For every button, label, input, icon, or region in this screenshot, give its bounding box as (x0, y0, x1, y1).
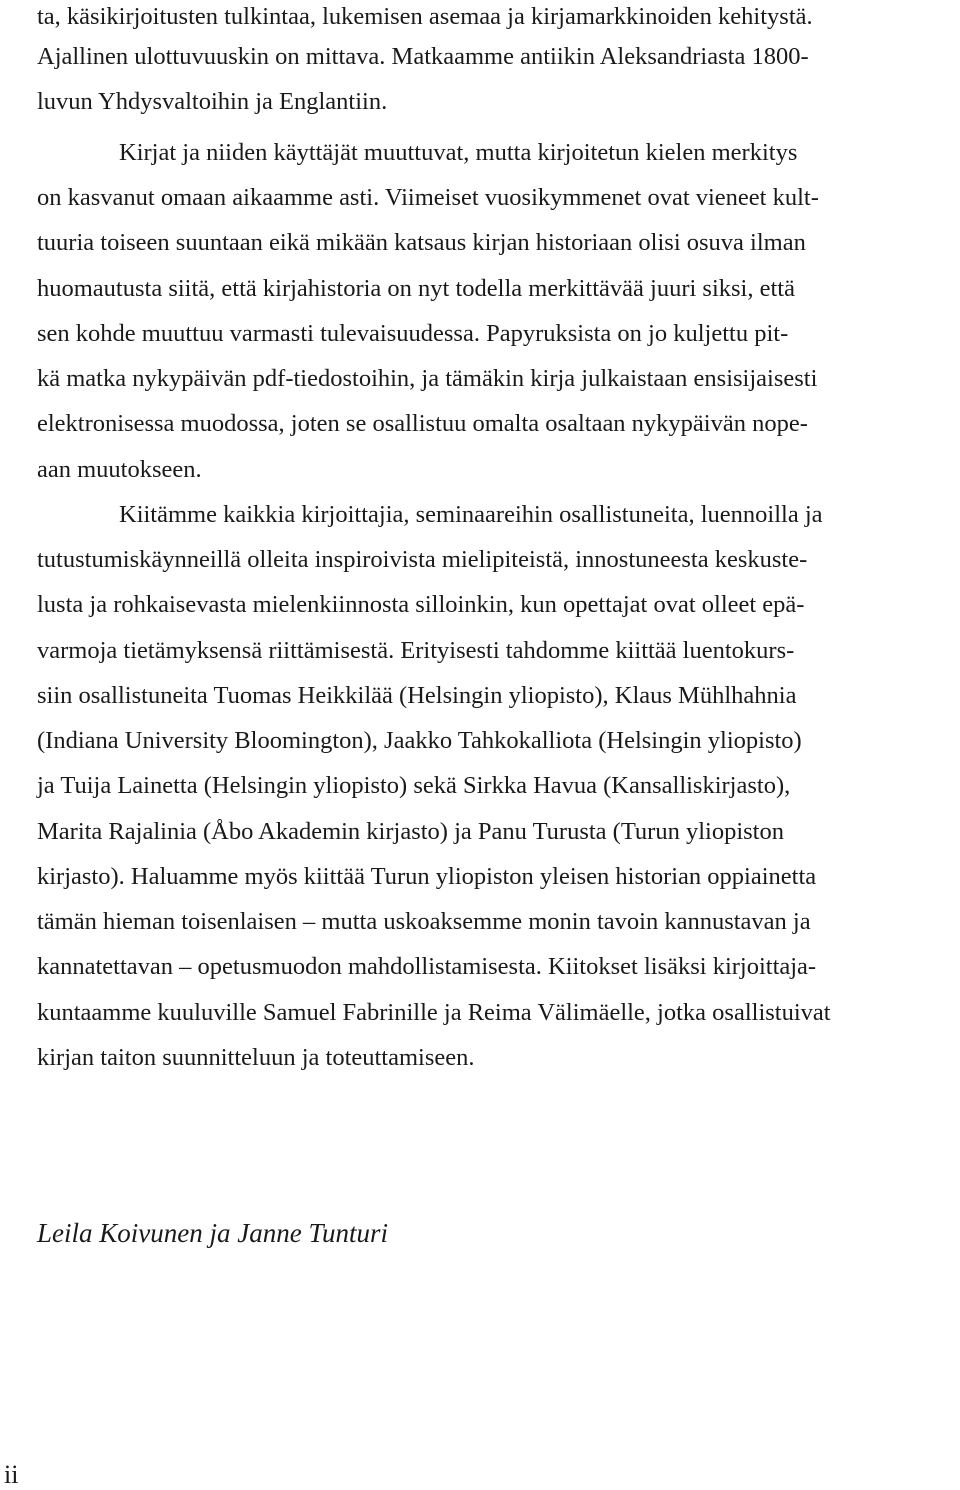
text-line: Marita Rajalinia (Åbo Akademin kirjasto) ja Panu Turusta (Turun yliopiston (37, 818, 784, 845)
text-line: kirjasto). Haluamme myös kiittää Turun yliopiston yleisen historian oppiainetta (37, 863, 817, 890)
text-line: kannatettavan – opetusmuodon mahdollistamisesta. Kiitokset lisäksi kirjoittaja- (37, 953, 817, 980)
text-line: siin osallistuneita Tuomas Heikkilää (Helsingin yliopisto), Klaus Mühlhahnia (37, 682, 797, 709)
text-line: kirjan taiton suunnitteluun ja toteuttamiseen. (37, 1044, 475, 1071)
text-line: huomautusta siitä, että kirjahistoria on nyt todella merkittävää juuri siksi, että (37, 275, 795, 302)
text-line: lusta ja rohkaisevasta mielenkiinnosta silloinkin, kun opettajat ovat olleet epä- (37, 591, 805, 618)
text-line: kä matka nykypäivän pdf-tiedostoihin, ja tämäkin kirja julkaistaan ensisijaisesti (37, 365, 818, 392)
text-line: ja Tuija Lainetta (Helsingin yliopisto) sekä Sirkka Havua (Kansalliskirjasto), (37, 772, 791, 799)
text-line: aan muutokseen. (37, 456, 202, 483)
text-line: (Indiana University Bloomington), Jaakko Tahkokalliota (Helsingin yliopisto) (37, 727, 802, 754)
text-line: ta, käsikirjoitusten tulkintaa, lukemisen asemaa ja kirjamarkkinoiden kehitystä. (37, 3, 813, 30)
text-line: Kiitämme kaikkia kirjoittajia, seminaareihin osallistuneita, luennoilla ja (119, 501, 823, 528)
signature: Leila Koivunen ja Janne Tunturi (37, 1218, 388, 1248)
text-line: tutustumiskäynneillä olleita inspiroivista mielipiteistä, innostuneesta keskuste- (37, 546, 808, 573)
text-line: on kasvanut omaan aikaamme asti. Viimeiset vuosikymmenet ovat vieneet kult- (37, 184, 819, 211)
text-line: tuuria toiseen suuntaan eikä mikään katsaus kirjan historiaan olisi osuva ilman (37, 229, 806, 256)
text-line: tämän hieman toisenlaisen – mutta uskoaksemme monin tavoin kannustavan ja (37, 908, 811, 935)
text-line: kuntaamme kuuluville Samuel Fabrinille ja Reima Välimäelle, jotka osallistuivat (37, 999, 831, 1026)
text-line: Ajallinen ulottuvuuskin on mittava. Matkaamme antiikin Aleksandriasta 1800- (37, 43, 809, 70)
text-line: elektronisessa muodossa, joten se osallistuu omalta osaltaan nykypäivän nope- (37, 410, 808, 437)
text-line: luvun Yhdysvaltoihin ja Englantiin. (37, 88, 388, 115)
text-line: sen kohde muuttuu varmasti tulevaisuudessa. Papyruksista on jo kuljettu pit- (37, 320, 789, 347)
text-line: Kirjat ja niiden käyttäjät muuttuvat, mutta kirjoitetun kielen merkitys (119, 139, 798, 166)
page-number: ii (4, 1460, 19, 1489)
text-line: varmoja tietämyksensä riittämisestä. Erityisesti tahdomme kiittää luentokurs- (37, 637, 795, 664)
